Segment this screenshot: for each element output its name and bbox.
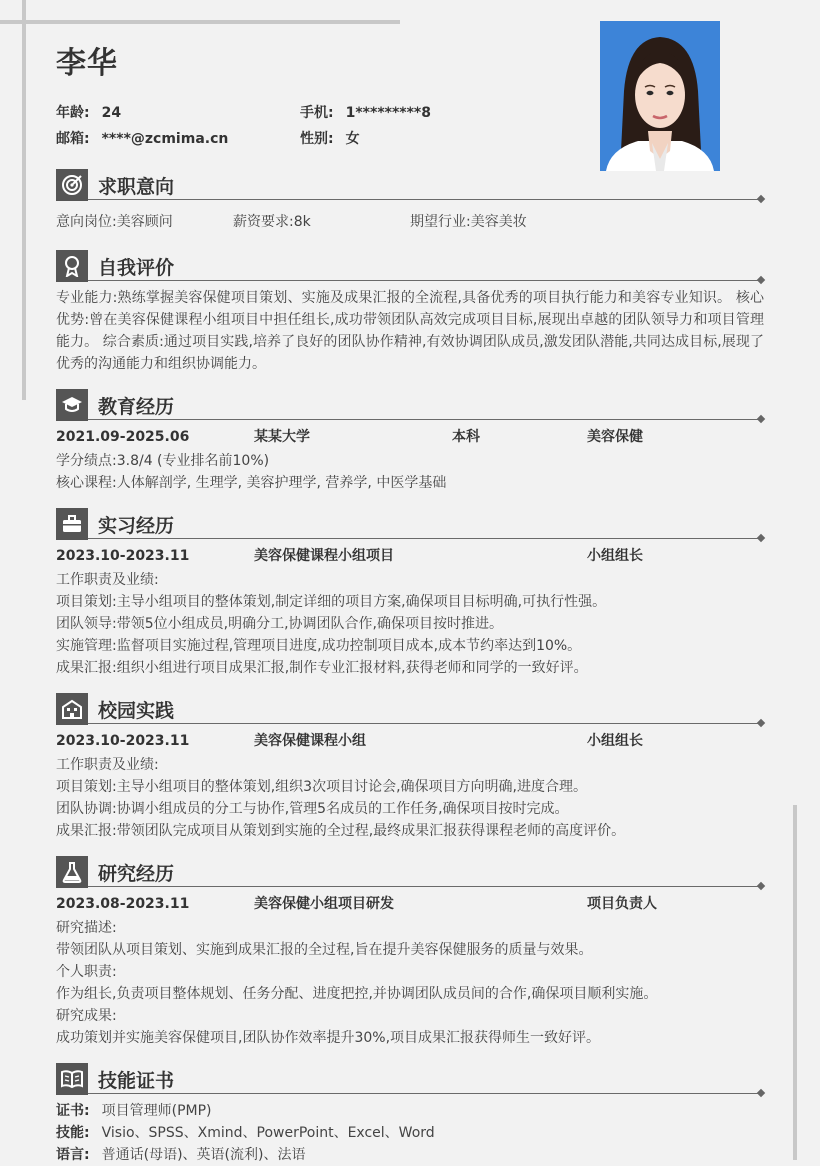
campus-line: 成果汇报:带领团队完成项目从策划到实施的全过程,最终成果汇报获得课程老师的高度评价。 bbox=[56, 823, 626, 839]
section-title: 自我评价 bbox=[98, 257, 175, 279]
research-date: 2023.08-2023.11 bbox=[56, 896, 190, 912]
section-rule bbox=[88, 199, 760, 200]
email-value: ****@zcmima.cn bbox=[101, 131, 229, 147]
section-rule bbox=[88, 419, 760, 420]
decor-bar-top bbox=[0, 20, 400, 24]
section-header-research bbox=[56, 856, 764, 888]
graduation-cap-icon bbox=[56, 389, 88, 421]
research-line: 带领团队从项目策划、实施到成果汇报的全过程,旨在提升美容保健服务的质量与效果。 bbox=[56, 942, 593, 958]
research-line: 个人职责: bbox=[56, 964, 117, 980]
building-icon bbox=[56, 693, 88, 725]
section-rule-end bbox=[757, 1089, 765, 1097]
age-field bbox=[56, 102, 121, 122]
education-major: 美容保健 bbox=[587, 429, 643, 445]
language-label: 语言: bbox=[56, 1147, 90, 1163]
certificate-label: 证书: bbox=[56, 1103, 90, 1119]
candidate-name: 李华 bbox=[56, 46, 118, 81]
research-row bbox=[56, 893, 764, 915]
campus-org: 美容保健课程小组 bbox=[254, 733, 366, 749]
language-value: 普通话(母语)、英语(流利)、法语 bbox=[101, 1147, 306, 1163]
education-row bbox=[56, 426, 764, 448]
skills-label: 技能: bbox=[56, 1125, 90, 1141]
section-header-education bbox=[56, 389, 764, 421]
section-rule-end bbox=[757, 882, 765, 890]
research-line: 成功策划并实施美容保健项目,团队协作效率提升30%,项目成果汇报获得师生一致好评。 bbox=[56, 1030, 601, 1046]
self-evaluation-text: 专业能力:熟练掌握美容保健项目策划、实施及成果汇报的全流程,具备优秀的项目执行能力和美容专业知识。 核心优势:曾在美容保健课程小组项目中担任组长,成功带领团队高效完成项目目标,展现出卓越的团队领导力和项目管理能力。 综合素质:通过项目实践,培养了良好的团队协作精神,有效协调团队成员,激发团队潜能,共同达成目标,展现了优秀的沟通能力和组织协调能力。 bbox=[56, 290, 764, 372]
profile-photo bbox=[600, 21, 720, 171]
desired-position: 意向岗位:美容顾问 bbox=[56, 214, 173, 230]
section-rule bbox=[88, 1093, 760, 1094]
section-rule-end bbox=[757, 195, 765, 203]
education-courses: 核心课程:人体解剖学, 生理学, 美容护理学, 营养学, 中医学基础 bbox=[56, 475, 447, 491]
section-header-skills bbox=[56, 1063, 764, 1095]
section-header-job-intent bbox=[56, 169, 764, 201]
section-title: 求职意向 bbox=[98, 176, 175, 198]
age-value: 24 bbox=[101, 105, 122, 121]
skills-value: Visio、SPSS、Xmind、PowerPoint、Excel、Word bbox=[101, 1125, 435, 1141]
phone-label: 手机: bbox=[300, 105, 334, 121]
research-line: 研究成果: bbox=[56, 1008, 117, 1024]
flask-icon bbox=[56, 856, 88, 888]
research-line: 作为组长,负责项目整体规划、任务分配、进度把控,并协调团队成员间的合作,确保项目顺利实施。 bbox=[56, 986, 658, 1002]
phone-field bbox=[300, 102, 431, 122]
campus-role: 小组组长 bbox=[587, 733, 643, 749]
job-intent-line bbox=[56, 211, 764, 233]
email-label: 邮箱: bbox=[56, 131, 90, 147]
research-line: 研究描述: bbox=[56, 920, 117, 936]
age-label: 年龄: bbox=[56, 105, 90, 121]
decor-bar-right bbox=[793, 805, 797, 1160]
section-rule bbox=[88, 280, 760, 281]
email-field bbox=[56, 128, 228, 148]
research-role: 项目负责人 bbox=[587, 896, 657, 912]
phone-value: 1*********8 bbox=[345, 105, 431, 121]
section-header-campus-practice bbox=[56, 693, 764, 725]
section-rule-end bbox=[757, 276, 765, 284]
section-title: 校园实践 bbox=[98, 700, 175, 722]
education-gpa: 学分绩点:3.8/4 (专业排名前10%) bbox=[56, 453, 270, 469]
open-book-icon bbox=[56, 1063, 88, 1095]
desired-salary: 薪资要求:8k bbox=[233, 214, 311, 230]
education-degree: 本科 bbox=[452, 429, 480, 445]
language-line bbox=[56, 1144, 764, 1166]
education-school: 某某大学 bbox=[254, 429, 310, 445]
campus-line: 项目策划:主导小组项目的整体策划,组织3次项目讨论会,确保项目方向明确,进度合理。 bbox=[56, 779, 587, 795]
briefcase-icon bbox=[56, 508, 88, 540]
section-rule bbox=[88, 886, 760, 887]
gender-field bbox=[300, 128, 360, 148]
section-title: 教育经历 bbox=[98, 396, 175, 418]
desired-industry: 期望行业:美容美妆 bbox=[410, 214, 527, 230]
internship-role: 小组组长 bbox=[587, 548, 643, 564]
section-rule-end bbox=[757, 534, 765, 542]
education-date: 2021.09-2025.06 bbox=[56, 429, 190, 445]
section-header-self-evaluation bbox=[56, 250, 764, 282]
target-icon bbox=[56, 169, 88, 201]
internship-line: 成果汇报:组织小组进行项目成果汇报,制作专业汇报材料,获得老师和同学的一致好评。 bbox=[56, 660, 588, 676]
internship-line: 工作职责及业绩: bbox=[56, 572, 159, 588]
internship-line: 团队领导:带领5位小组成员,明确分工,协调团队合作,确保项目按时推进。 bbox=[56, 616, 503, 632]
gender-value: 女 bbox=[345, 131, 360, 147]
campus-line: 工作职责及业绩: bbox=[56, 757, 159, 773]
section-title: 实习经历 bbox=[98, 515, 175, 537]
campus-row bbox=[56, 730, 764, 752]
decor-bar-left bbox=[22, 0, 26, 400]
research-project: 美容保健小组项目研发 bbox=[254, 896, 394, 912]
internship-line: 实施管理:监督项目实施过程,管理项目进度,成功控制项目成本,成本节约率达到10%。 bbox=[56, 638, 582, 654]
campus-line: 团队协调:协调小组成员的分工与协作,管理5名成员的工作任务,确保项目按时完成。 bbox=[56, 801, 569, 817]
section-title: 研究经历 bbox=[98, 863, 175, 885]
section-rule-end bbox=[757, 719, 765, 727]
internship-row bbox=[56, 545, 764, 567]
internship-date: 2023.10-2023.11 bbox=[56, 548, 190, 564]
gender-label: 性别: bbox=[300, 131, 334, 147]
certificate-line bbox=[56, 1100, 764, 1122]
section-rule-end bbox=[757, 415, 765, 423]
section-rule bbox=[88, 538, 760, 539]
campus-date: 2023.10-2023.11 bbox=[56, 733, 190, 749]
certificate-value: 项目管理师(PMP) bbox=[101, 1103, 212, 1119]
award-ribbon-icon bbox=[56, 250, 88, 282]
skills-line bbox=[56, 1122, 764, 1144]
section-title: 技能证书 bbox=[98, 1070, 175, 1092]
section-rule bbox=[88, 723, 760, 724]
internship-org: 美容保健课程小组项目 bbox=[254, 548, 394, 564]
section-header-internship bbox=[56, 508, 764, 540]
internship-line: 项目策划:主导小组项目的整体策划,制定详细的项目方案,确保项目目标明确,可执行性强。 bbox=[56, 594, 607, 610]
